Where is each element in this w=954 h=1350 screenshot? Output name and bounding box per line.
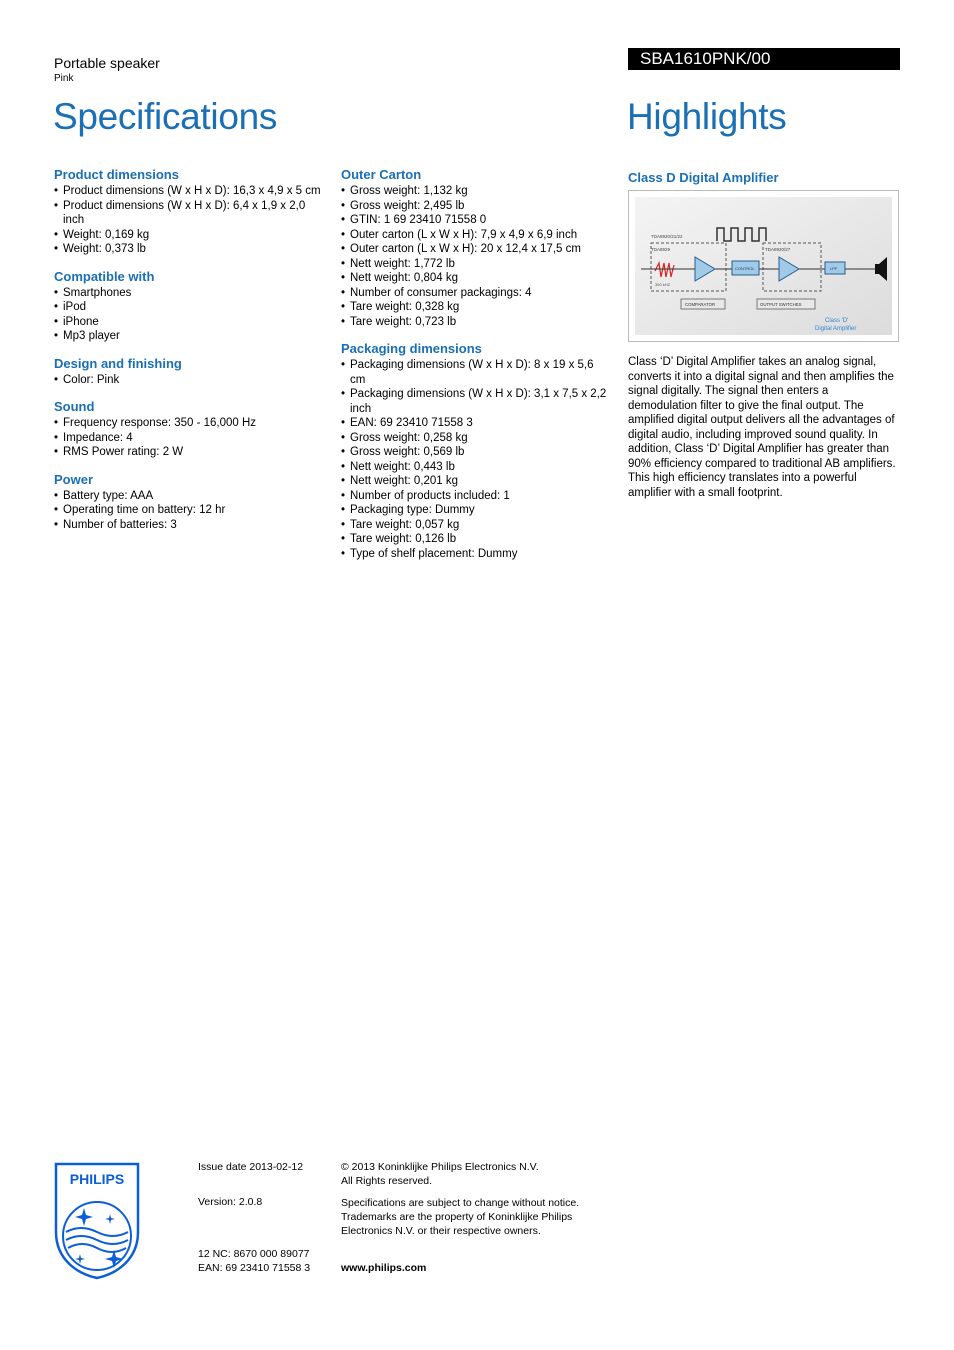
spec-item: • Gross weight: 1,132 kg bbox=[341, 184, 611, 199]
comparator-label: COMPARATOR bbox=[685, 302, 716, 307]
model-badge: SBA1610PNK/00 bbox=[628, 48, 900, 70]
spec-item: • Packaging type: Dummy bbox=[341, 503, 611, 518]
specifications-title: Specifications bbox=[53, 96, 278, 137]
spec-item: • Smartphones bbox=[54, 286, 324, 301]
product-color: Pink bbox=[54, 73, 74, 84]
spec-item: • Gross weight: 0,569 lb bbox=[341, 445, 611, 460]
spec-item: • Number of products included: 1 bbox=[341, 489, 611, 504]
caption-line-1: Class 'D' bbox=[825, 318, 849, 324]
spec-list bbox=[54, 489, 324, 533]
philips-shield-logo bbox=[54, 1162, 140, 1285]
spec-section-heading: Outer Carton bbox=[341, 167, 422, 182]
spec-section-heading: Packaging dimensions bbox=[341, 341, 482, 356]
spec-item: • Outer carton (L x W x H): 7,9 x 4,9 x 6,9 inch bbox=[341, 228, 611, 243]
spec-list bbox=[341, 358, 611, 561]
spec-section-heading: Product dimensions bbox=[54, 167, 179, 182]
philips-shield-icon bbox=[54, 1162, 140, 1280]
spec-section-heading: Sound bbox=[54, 399, 95, 414]
spec-section bbox=[54, 473, 324, 533]
spec-list bbox=[54, 286, 324, 344]
spec-item: • Packaging dimensions (W x H x D): 3,1 x 7,5 x 2,2 inch bbox=[341, 387, 611, 416]
spec-item: • Frequency response: 350 - 16,000 Hz bbox=[54, 416, 324, 431]
spec-item: • Weight: 0,373 lb bbox=[54, 242, 324, 257]
spec-item: • Battery type: AAA bbox=[54, 489, 324, 504]
spec-item: • GTIN: 1 69 23410 71558 0 bbox=[341, 213, 611, 228]
copyright-line-1: © 2013 Koninklijke Philips Electronics N.V. bbox=[341, 1161, 539, 1173]
specs-left-column bbox=[54, 168, 324, 545]
freq-label: 350 kHZ bbox=[655, 282, 671, 287]
spec-item: • Tare weight: 0,328 kg bbox=[341, 300, 611, 315]
spec-item: • Gross weight: 2,495 lb bbox=[341, 199, 611, 214]
copyright bbox=[341, 1160, 601, 1188]
spec-item: • Color: Pink bbox=[54, 373, 324, 388]
spec-item: • Nett weight: 0,201 kg bbox=[341, 474, 611, 489]
caption-line-2: Digital Amplifier bbox=[815, 326, 857, 332]
nc-and-ean bbox=[198, 1247, 310, 1275]
brand-wordmark: PHILIPS bbox=[69, 1171, 125, 1187]
spec-item: • Mp3 player bbox=[54, 329, 324, 344]
spec-section-heading: Power bbox=[54, 471, 94, 487]
spec-section-heading: Design and finishing bbox=[54, 355, 182, 371]
spec-section bbox=[54, 400, 324, 460]
spec-item: • EAN: 69 23410 71558 3 bbox=[341, 416, 611, 431]
spec-item: • Impedance: 4 bbox=[54, 431, 324, 446]
chip3-label: TDA8920/21/22 bbox=[651, 234, 683, 239]
spec-item: • Tare weight: 0,723 lb bbox=[341, 315, 611, 330]
control-label: CONTROL bbox=[735, 266, 755, 271]
spec-section-heading: Compatible with bbox=[54, 268, 155, 284]
issue-date: Issue date 2013-02-12 bbox=[198, 1161, 304, 1173]
spec-item: • Number of batteries: 3 bbox=[54, 518, 324, 533]
spec-item: • iPhone bbox=[54, 315, 324, 330]
amplifier-diagram-svg bbox=[629, 191, 898, 341]
spec-item: • Number of consumer packagings: 4 bbox=[341, 286, 611, 301]
class-d-diagram bbox=[628, 190, 899, 342]
spec-section bbox=[341, 168, 611, 329]
spec-item: • Nett weight: 0,804 kg bbox=[341, 271, 611, 286]
chip2-label: TDA8920/27 bbox=[765, 247, 791, 252]
spec-item: • Nett weight: 0,443 lb bbox=[341, 460, 611, 475]
spec-list bbox=[54, 373, 324, 388]
specs-right-column bbox=[341, 168, 611, 574]
version: Version: 2.0.8 bbox=[198, 1196, 263, 1208]
chip1-label: TDA8929 bbox=[651, 247, 671, 252]
spec-item: • Tare weight: 0,126 lb bbox=[341, 532, 611, 547]
website-link[interactable]: www.philips.com bbox=[341, 1262, 427, 1274]
ean-number: EAN: 69 23410 71558 3 bbox=[198, 1262, 311, 1274]
spec-item: • Gross weight: 0,258 kg bbox=[341, 431, 611, 446]
spec-item: • Tare weight: 0,057 kg bbox=[341, 518, 611, 533]
spec-section bbox=[54, 168, 324, 257]
spec-section bbox=[54, 357, 324, 388]
nc-number: 12 NC: 8670 000 89077 bbox=[198, 1248, 310, 1260]
notice: Specifications are subject to change without notice. Trademarks are the property of Koninklijke Philips Electronics N.V. or their respective owners. bbox=[341, 1197, 580, 1237]
highlights-title: Highlights bbox=[627, 96, 787, 137]
spec-item: • Product dimensions (W x H x D): 6,4 x 1,9 x 2,0 inch bbox=[54, 199, 324, 228]
spec-item: • Operating time on battery: 12 hr bbox=[54, 503, 324, 518]
highlight-heading: Class D Digital Amplifier bbox=[628, 170, 779, 185]
highlight-body: Class ‘D’ Digital Amplifier takes an analog signal, converts it into a digital signal and then amplifies the signal digitally. The signal then enters a demodulation filter to give the final output. The amplified digital output delivers all the advantages of digital audio, including improved sound quality. In addition, Class ‘D’ Digital Amplifier has greater than 90% efficiency compared to traditional AB amplifiers. This high efficiency translates into a powerful amplifier with a small footprint. bbox=[628, 356, 896, 499]
spec-item: • Nett weight: 1,772 lb bbox=[341, 257, 611, 272]
product-type: Portable speaker bbox=[54, 55, 160, 71]
spec-item: • iPod bbox=[54, 300, 324, 315]
copyright-line-2: All Rights reserved. bbox=[341, 1175, 433, 1187]
spec-item: • Packaging dimensions (W x H x D): 8 x 19 x 5,6 cm bbox=[341, 358, 611, 387]
spec-item: • Weight: 0,169 kg bbox=[54, 228, 324, 243]
spec-item: • Product dimensions (W x H x D): 16,3 x 4,9 x 5 cm bbox=[54, 184, 324, 199]
spec-item: • Outer carton (L x W x H): 20 x 12,4 x 17,5 cm bbox=[341, 242, 611, 257]
spec-list bbox=[54, 184, 324, 257]
spec-list bbox=[341, 184, 611, 329]
spec-list bbox=[54, 416, 324, 460]
output-label: OUTPUT SWITCHES bbox=[760, 302, 802, 307]
spec-item: • RMS Power rating: 2 W bbox=[54, 445, 324, 460]
spec-section bbox=[54, 270, 324, 344]
lpf-label: LPF bbox=[830, 266, 838, 271]
spec-item: • Type of shelf placement: Dummy bbox=[341, 547, 611, 562]
spec-section bbox=[341, 342, 611, 561]
